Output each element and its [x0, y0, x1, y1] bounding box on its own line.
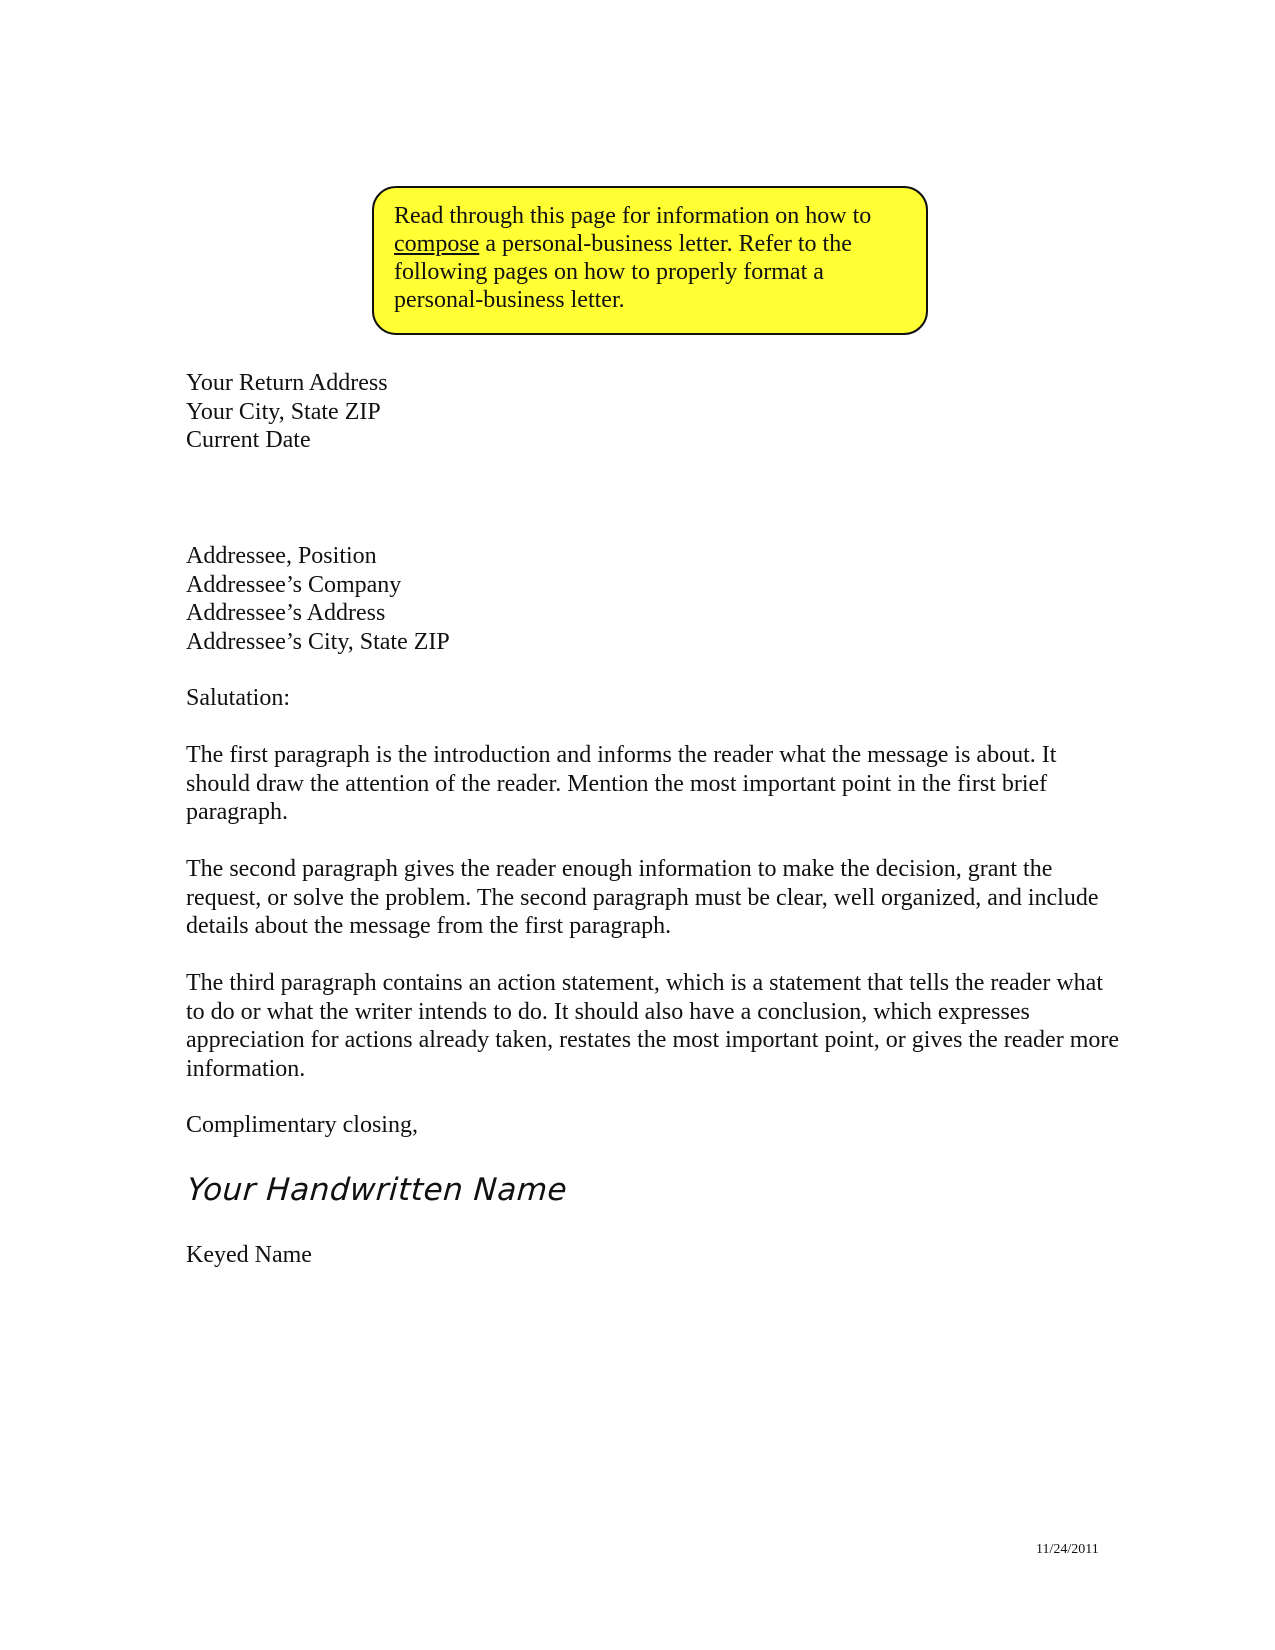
inside-address-block — [186, 542, 1126, 656]
salutation: Salutation: — [186, 685, 290, 711]
return-address-block — [186, 369, 1126, 455]
addressee-position-line: Addressee, Position — [186, 543, 377, 569]
callout-text-after: a personal-business letter. Refer to the following pages on how to properly format a personal-business letter. — [394, 231, 852, 313]
callout-underlined-word: compose — [394, 231, 480, 257]
keyed-name: Keyed Name — [186, 1242, 312, 1268]
footer-date: 11/24/2011 — [1036, 1542, 1099, 1557]
callout-text-before: Read through this page for information on how to — [394, 203, 872, 229]
addressee-address-line: Addressee’s Address — [186, 600, 386, 626]
complimentary-closing: Complimentary closing, — [186, 1112, 418, 1138]
body-paragraph-3: The third paragraph contains an action statement, which is a statement that tells the reader what to do or what the writer intends to do. It should also have a conclusion, which expresses appreciation for actions already taken, restates the most important point, or gives the reader more information. — [186, 970, 1119, 1082]
handwritten-signature: Your Handwritten Name — [186, 1172, 569, 1208]
return-address-line: Your Return Address — [186, 370, 388, 396]
body-paragraph-1: The first paragraph is the introduction and informs the reader what the message is about. It should draw the attention of the reader. Mention the most important point in the first brief paragraph. — [186, 742, 1057, 825]
addressee-city-line: Addressee’s City, State ZIP — [186, 628, 450, 655]
body-paragraph-2: The second paragraph gives the reader enough information to make the decision, grant the request, or solve the problem. The second paragraph must be clear, well organized, and include details about the message from the first paragraph. — [186, 856, 1099, 939]
addressee-company-line: Addressee’s Company — [186, 571, 402, 598]
current-date-line: Current Date — [186, 427, 311, 453]
return-city-line: Your City, State ZIP — [186, 398, 381, 425]
instruction-callout — [372, 186, 928, 335]
